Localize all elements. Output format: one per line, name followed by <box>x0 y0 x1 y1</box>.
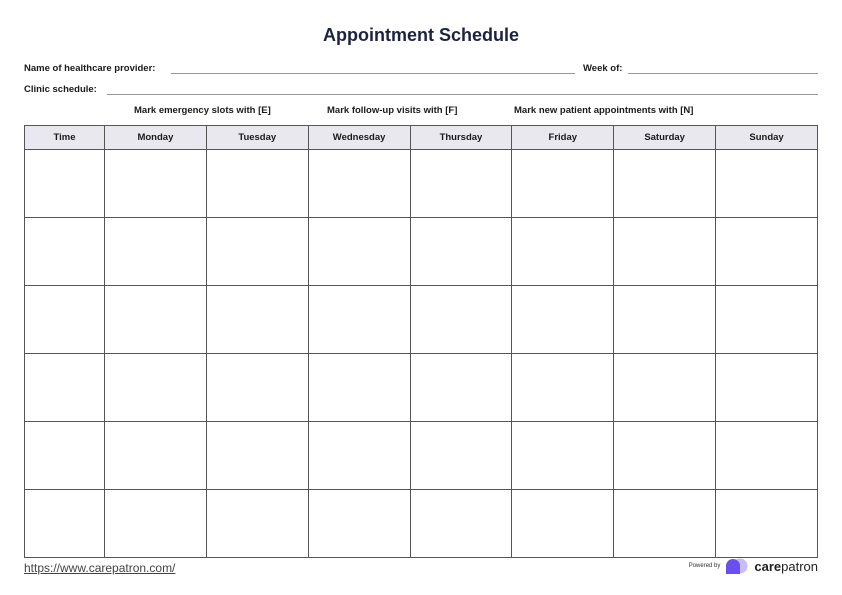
table-row <box>25 218 818 286</box>
cell-thursday[interactable] <box>410 490 512 558</box>
clinic-field[interactable] <box>107 94 818 95</box>
website-link[interactable]: https://www.carepatron.com/ <box>24 561 176 575</box>
cell-wednesday[interactable] <box>308 286 410 354</box>
cell-wednesday[interactable] <box>308 218 410 286</box>
table-row <box>25 422 818 490</box>
page-title: Appointment Schedule <box>322 25 519 45</box>
header-row <box>25 126 818 150</box>
cell-saturday[interactable] <box>614 150 716 218</box>
cell-saturday[interactable] <box>614 218 716 286</box>
week-label: Week of: <box>583 63 623 74</box>
cell-monday[interactable] <box>105 354 207 422</box>
legend-follow-up: Mark follow-up visits with [F] <box>327 105 458 116</box>
cell-friday[interactable] <box>512 354 614 422</box>
cell-tuesday[interactable] <box>206 354 308 422</box>
cell-saturday[interactable] <box>614 422 716 490</box>
cell-tuesday[interactable] <box>206 286 308 354</box>
column-header-time: Time <box>25 126 105 150</box>
cell-time[interactable] <box>25 354 105 422</box>
cell-thursday[interactable] <box>410 286 512 354</box>
column-header-monday: Monday <box>105 126 207 150</box>
cell-saturday[interactable] <box>614 490 716 558</box>
carepatron-brand <box>689 558 818 574</box>
cell-wednesday[interactable] <box>308 150 410 218</box>
provider-label: Name of healthcare provider: <box>24 63 156 74</box>
cell-thursday[interactable] <box>410 218 512 286</box>
cell-monday[interactable] <box>105 286 207 354</box>
brand-name-bold: care <box>754 558 782 574</box>
cell-tuesday[interactable] <box>206 422 308 490</box>
cell-monday[interactable] <box>105 490 207 558</box>
carepatron-logo-icon <box>725 558 749 574</box>
cell-sunday[interactable] <box>716 354 818 422</box>
table-row <box>25 490 818 558</box>
legend-new-patient: Mark new patient appointments with [N] <box>514 105 694 116</box>
cell-sunday[interactable] <box>716 150 818 218</box>
cell-time[interactable] <box>25 218 105 286</box>
cell-tuesday[interactable] <box>206 490 308 558</box>
cell-monday[interactable] <box>105 218 207 286</box>
column-header-friday: Friday <box>512 126 614 150</box>
cell-friday[interactable] <box>512 218 614 286</box>
brand-name <box>754 559 818 574</box>
cell-saturday[interactable] <box>614 354 716 422</box>
brand-name-rest: patron <box>781 558 818 574</box>
clinic-label: Clinic schedule: <box>24 84 97 95</box>
legend-emergency: Mark emergency slots with [E] <box>134 105 271 116</box>
cell-wednesday[interactable] <box>308 354 410 422</box>
cell-time[interactable] <box>25 150 105 218</box>
table-row <box>25 286 818 354</box>
column-header-tuesday: Tuesday <box>206 126 308 150</box>
cell-thursday[interactable] <box>410 422 512 490</box>
cell-tuesday[interactable] <box>206 150 308 218</box>
cell-saturday[interactable] <box>614 286 716 354</box>
column-header-sunday: Sunday <box>716 126 818 150</box>
powered-by-label: Powered by <box>688 563 721 569</box>
cell-sunday[interactable] <box>716 422 818 490</box>
cell-thursday[interactable] <box>410 354 512 422</box>
column-header-saturday: Saturday <box>614 126 716 150</box>
cell-monday[interactable] <box>105 150 207 218</box>
cell-tuesday[interactable] <box>206 218 308 286</box>
cell-sunday[interactable] <box>716 218 818 286</box>
cell-sunday[interactable] <box>716 490 818 558</box>
cell-friday[interactable] <box>512 150 614 218</box>
cell-friday[interactable] <box>512 286 614 354</box>
provider-field[interactable] <box>171 73 575 74</box>
cell-friday[interactable] <box>512 490 614 558</box>
schedule-table <box>24 125 818 558</box>
cell-sunday[interactable] <box>716 286 818 354</box>
cell-friday[interactable] <box>512 422 614 490</box>
week-field[interactable] <box>628 73 818 74</box>
cell-monday[interactable] <box>105 422 207 490</box>
column-header-wednesday: Wednesday <box>308 126 410 150</box>
cell-wednesday[interactable] <box>308 422 410 490</box>
cell-time[interactable] <box>25 286 105 354</box>
table-row <box>25 150 818 218</box>
cell-time[interactable] <box>25 490 105 558</box>
column-header-thursday: Thursday <box>410 126 512 150</box>
cell-thursday[interactable] <box>410 150 512 218</box>
cell-wednesday[interactable] <box>308 490 410 558</box>
table-row <box>25 354 818 422</box>
cell-time[interactable] <box>25 422 105 490</box>
